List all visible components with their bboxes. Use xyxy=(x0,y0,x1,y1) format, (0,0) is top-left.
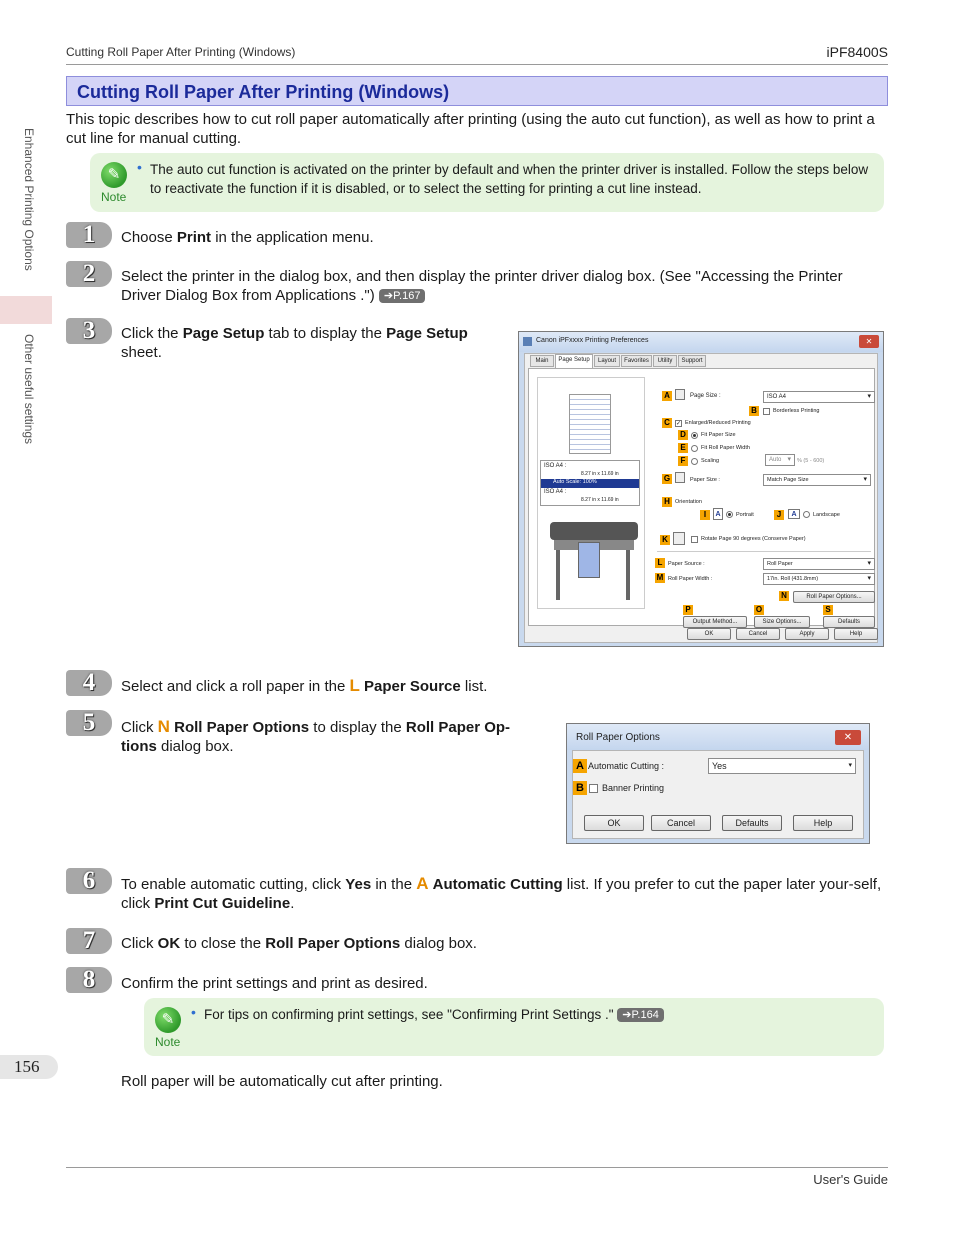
page-preview-image xyxy=(569,394,611,454)
enlarged-label: Enlarged/Reduced Printing xyxy=(685,420,751,426)
note-pencil-icon: ✎ xyxy=(101,162,127,188)
marker-n-ref: N xyxy=(157,717,170,736)
defaults-button[interactable]: Defaults xyxy=(823,616,875,628)
borderless-label: Borderless Printing xyxy=(773,408,820,414)
roll-paper-options-button[interactable]: Roll Paper Options... xyxy=(793,591,875,603)
marker-k: K xyxy=(660,535,670,545)
bullet-icon: • xyxy=(137,159,142,175)
note-label: Note xyxy=(155,1035,181,1049)
printer-icon xyxy=(523,337,532,346)
note-box xyxy=(144,998,884,1056)
step-2-text: Select the printer in the dialog box, and then display the printer driver dialog box. (See "Accessing the Printer Driver Dialog Box from Applications .") ➔P.167 xyxy=(121,268,843,304)
dialog-title: Roll Paper Options xyxy=(576,732,660,743)
page-setup-panel xyxy=(528,368,875,626)
marker-o: O xyxy=(755,605,763,614)
paper-source-select[interactable]: Roll Paper ▾ xyxy=(763,558,875,570)
close-icon[interactable]: ✕ xyxy=(859,335,879,348)
marker-a-ref: A xyxy=(416,874,429,893)
help-button[interactable]: Help xyxy=(834,628,878,640)
landscape-icon: A xyxy=(788,509,800,519)
automatic-cutting-select[interactable]: Yes ▾ xyxy=(708,758,856,774)
tab-main[interactable]: Main xyxy=(530,355,554,367)
marker-h: H xyxy=(662,497,672,507)
marker-l: L xyxy=(655,558,665,568)
scaling-input[interactable]: Auto ▾ xyxy=(765,454,795,466)
step-8-text: Confirm the print settings and print as desired. xyxy=(121,975,428,992)
dialog-titlebar xyxy=(519,332,883,352)
page-size-label: Page Size : xyxy=(690,393,721,399)
side-chapter-label: Enhanced Printing Options xyxy=(22,128,36,271)
size-options-button[interactable]: Size Options... xyxy=(754,616,810,628)
note-box xyxy=(90,153,884,212)
preview-info-line: ISO A4 : xyxy=(544,463,567,469)
step-number: 5 xyxy=(82,709,96,736)
scaling-range-label: % (5 - 600) xyxy=(797,458,825,464)
dialog-body xyxy=(524,353,878,643)
step-5-text: Click N Roll Paper Options to display the Roll Paper Op-tions dialog box. xyxy=(121,717,511,755)
note-text: For tips on confirming print settings, see "Confirming Print Settings ." ➔P.164 xyxy=(204,1005,864,1024)
paper-source-label: Paper Source : xyxy=(668,561,705,567)
note-text: The auto cut function is activated on the printer by default and when the printer driver is installed. Follow the steps below to reactivate the function if it is disabled, or to select the setting for printing a cut line instead. xyxy=(150,162,869,196)
step-number: 2 xyxy=(82,260,96,287)
cancel-button[interactable]: Cancel xyxy=(651,815,711,831)
intro-paragraph: This topic describes how to cut roll paper automatically after printing (using the auto cut function), as well as how to print a cut line for manual cutting. xyxy=(66,111,875,147)
paper-size-icon xyxy=(675,472,685,483)
cancel-button[interactable]: Cancel xyxy=(736,628,780,640)
preview-info-box xyxy=(540,460,640,506)
defaults-button[interactable]: Defaults xyxy=(722,815,782,831)
roll-width-label: Roll Paper Width : xyxy=(668,576,713,582)
bullet-icon: • xyxy=(191,1004,196,1020)
marker-a: A xyxy=(662,391,672,401)
enlarged-checkbox[interactable]: ✓ xyxy=(676,421,682,427)
footer-rule xyxy=(66,1167,888,1168)
marker-s: S xyxy=(823,605,833,615)
tab-favorites[interactable]: Favorites xyxy=(621,355,652,367)
page-number: 156 xyxy=(14,1057,40,1076)
printing-preferences-dialog xyxy=(518,331,884,647)
page-size-select[interactable]: ISO A4 ▾ xyxy=(763,391,875,403)
step-4-text: Select and click a roll paper in the L Paper Source list. xyxy=(121,676,488,695)
printer-illustration xyxy=(548,514,640,606)
page-ref-link[interactable]: ➔P.164 xyxy=(617,1008,664,1022)
marker-m: M xyxy=(656,573,664,582)
rotate-checkbox[interactable] xyxy=(691,536,698,543)
marker-c: C xyxy=(662,418,672,428)
close-icon[interactable]: ✕ xyxy=(835,730,861,745)
running-header-model: iPF8400S xyxy=(826,44,888,60)
page-title: Cutting Roll Paper After Printing (Windows) xyxy=(77,82,450,102)
scaling-radio[interactable] xyxy=(691,458,698,465)
automatic-cutting-label: Automatic Cutting : xyxy=(588,761,665,771)
marker-j: J xyxy=(774,510,784,520)
portrait-label: Portrait xyxy=(736,512,754,518)
ok-button[interactable]: OK xyxy=(687,628,731,640)
marker-b: B xyxy=(573,781,587,795)
roll-paper-options-dialog xyxy=(566,723,870,844)
footer-guide-title: User's Guide xyxy=(813,1172,888,1187)
roll-width-select[interactable]: 17in. Roll (431.8mm) ▾ xyxy=(763,573,875,585)
marker-e: E xyxy=(678,443,688,453)
apply-button[interactable]: Apply xyxy=(785,628,829,640)
rotate-icon xyxy=(673,532,685,545)
side-subsection-label: Other useful settings xyxy=(22,334,36,445)
step-number: 8 xyxy=(82,966,96,993)
page-size-icon xyxy=(675,389,685,400)
divider xyxy=(657,551,871,552)
paper-size-select[interactable]: Match Page Size ▾ xyxy=(763,474,871,486)
marker-p: P xyxy=(683,605,693,615)
layout-preview xyxy=(537,377,645,609)
step-number: 1 xyxy=(82,221,96,248)
note-label: Note xyxy=(101,190,127,204)
tab-page-setup[interactable]: Page Setup xyxy=(555,354,593,368)
ok-button[interactable]: OK xyxy=(584,815,644,831)
marker-n: N xyxy=(779,591,789,601)
step-number: 3 xyxy=(82,317,96,344)
marker-a: A xyxy=(573,759,587,773)
step-number: 7 xyxy=(82,927,96,954)
marker-d: D xyxy=(678,430,688,440)
note-pencil-icon: ✎ xyxy=(155,1007,181,1033)
banner-printing-label: Banner Printing xyxy=(602,783,665,793)
preview-info-line: ISO A4 : xyxy=(544,489,567,495)
marker-g: G xyxy=(663,474,671,483)
fit-paper-label: Fit Paper Size xyxy=(701,432,736,438)
dialog-body xyxy=(572,750,864,839)
tab-layout[interactable]: Layout xyxy=(594,355,620,367)
marker-i: I xyxy=(700,510,710,520)
step-6-text: To enable automatic cutting, click Yes in the A Automatic Cutting list. If you prefer to cut the paper later your-self, click Print Cut Guideline. xyxy=(121,874,882,912)
portrait-icon: A xyxy=(713,508,723,520)
dialog-titlebar xyxy=(567,724,869,750)
rotate-label: Rotate Page 90 degrees (Conserve Paper) xyxy=(701,536,806,542)
dialog-title: Canon iPFxxxx Printing Preferences xyxy=(536,337,649,344)
borderless-checkbox[interactable] xyxy=(763,408,770,415)
marker-l-ref: L xyxy=(349,676,360,695)
tab-support[interactable]: Support xyxy=(678,355,706,367)
output-method-button[interactable]: Output Method... xyxy=(683,616,747,628)
landscape-radio[interactable] xyxy=(803,511,810,518)
orientation-label: Orientation xyxy=(675,499,702,505)
banner-printing-checkbox[interactable] xyxy=(589,784,598,793)
landscape-label: Landscape xyxy=(813,512,840,518)
scaling-label: Scaling xyxy=(701,458,720,464)
section-title-bar xyxy=(66,76,888,106)
portrait-radio[interactable] xyxy=(726,511,733,518)
marker-b: B xyxy=(749,406,759,416)
fit-roll-radio[interactable] xyxy=(691,445,698,452)
step-1-text: Choose Print in the application menu. xyxy=(121,229,374,246)
step-number: 4 xyxy=(82,669,96,696)
running-header-section: Cutting Roll Paper After Printing (Windows) xyxy=(66,45,296,59)
fit-roll-label: Fit Roll Paper Width xyxy=(701,445,750,451)
step-7-text: Click OK to close the Roll Paper Options dialog box. xyxy=(121,935,477,952)
fit-paper-radio[interactable] xyxy=(691,432,698,439)
preview-info-line: 8.27 in x 11.69 in xyxy=(581,471,619,477)
marker-f: F xyxy=(678,456,688,466)
result-text: Roll paper will be automatically cut after printing. xyxy=(121,1073,443,1090)
paper-size-label: Paper Size : xyxy=(690,477,720,483)
preview-info-line: 8.27 in x 11.69 in xyxy=(581,497,619,503)
help-button[interactable]: Help xyxy=(793,815,853,831)
preview-scale-bar: Auto Scale: 100% xyxy=(541,479,639,488)
side-tab-marker xyxy=(0,296,52,324)
step-number: 6 xyxy=(82,867,96,894)
header-rule xyxy=(66,64,888,65)
tab-utility[interactable]: Utility xyxy=(653,355,677,367)
step-3-text: Click the Page Setup tab to display the Page Setup sheet. xyxy=(121,325,468,361)
page-ref-link[interactable]: ➔P.167 xyxy=(379,289,426,303)
